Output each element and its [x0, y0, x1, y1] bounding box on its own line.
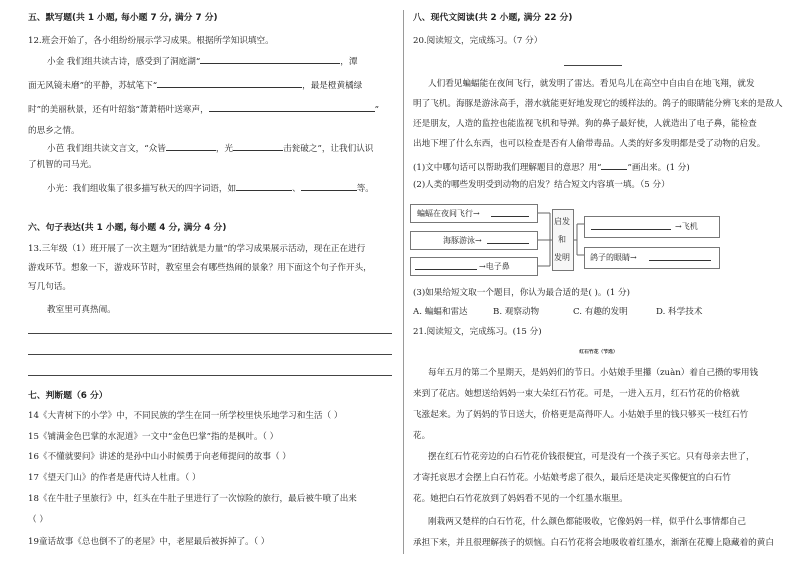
q12-text: ” — [374, 105, 380, 115]
q12-text: ，最是橙黄橘绿 — [302, 81, 363, 91]
writing-line[interactable] — [28, 354, 392, 355]
passage-2-line: 飞涨起来。为了妈妈的节日送大，价格更是高得吓人。小姑娘手里的钱只够买一枝红石竹 — [413, 410, 749, 420]
answer-blank[interactable] — [415, 260, 477, 270]
question-17: 17《望天门山》的作者是唐代诗人杜甫。（ ） — [28, 473, 201, 483]
passage-2-line: 每年五月的第二个星期天，是妈妈们的节日。小姑娘手里攥（zuàn）着自己攒的零用钱 — [428, 368, 759, 378]
answer-blank[interactable] — [491, 207, 529, 217]
q12-line-1 — [47, 54, 357, 68]
section-8-heading: 八、现代文阅读(共 2 小题, 满分 22 分) — [413, 13, 573, 23]
q13-line-4: 教室里可真热闹。 — [47, 305, 116, 315]
answer-blank[interactable] — [200, 54, 340, 64]
q20-sub-2: (2)人类的哪些发明受到动物的启发？结合短文内容填一填。（5 分） — [413, 180, 670, 190]
answer-blank[interactable] — [236, 181, 292, 191]
q12-line-2 — [28, 78, 362, 92]
passage-2-line: 花。 — [413, 431, 431, 441]
answer-blank[interactable] — [487, 234, 529, 244]
right-column — [403, 0, 794, 562]
question-18: 18《在牛肚子里旅行》中，红头在牛肚子里进行了一次惊险的旅行，最后被牛喷了出来 — [28, 494, 357, 504]
question-18-bracket: （ ） — [28, 515, 48, 525]
question-14: 14《大青树下的小学》中，不同民族的学生在同一所学校里快乐地学习和生活（ ） — [28, 411, 343, 421]
diagram-center-line: 和 — [558, 235, 566, 244]
answer-blank[interactable] — [601, 160, 627, 170]
answer-blank[interactable] — [233, 141, 283, 151]
q12-line-6: 了机智的司马光。 — [28, 160, 97, 170]
question-20-prompt: 20.阅读短文，完成练习。（7 分） — [413, 36, 543, 46]
question-12-prompt: 12.班会开始了，各小组纷纷展示学习成果。根据所学知识填空。 — [28, 36, 274, 46]
q12-text: 、 — [292, 184, 301, 194]
q20-sub-1 — [413, 160, 690, 174]
writing-line[interactable] — [28, 375, 392, 376]
q12-text: ，光 — [215, 144, 234, 154]
q13-line-1: 13.三年级（1）班开展了一次主题为“团结就是力量”的学习成果展示活动，现在正在进行 — [28, 244, 366, 254]
q13-line-3: 写几句话。 — [28, 282, 71, 292]
title-blank[interactable] — [564, 65, 622, 66]
diagram-label-plane: →飞机 — [675, 222, 698, 231]
q12-line-4: 的思乡之情。 — [28, 126, 80, 136]
q20-option-d[interactable]: D. 科学技术 — [656, 307, 703, 317]
passage-2-line: 来到了花店。她想送给妈妈一束大朵红石竹花。可是，一进入五月，红石竹花的价格就 — [413, 389, 740, 399]
answer-blank[interactable] — [649, 251, 711, 261]
diagram-center-line: 发明 — [554, 253, 570, 262]
q20-sub-3: (3)如果给短文取一个题目，你认为最合适的是( )。(1 分) — [413, 288, 630, 298]
passage-1-line: 还是朋友，人造的监控也能监视飞机和导弹。狗的鼻子最好使，人就造出了电子鼻，能检查 — [413, 119, 757, 129]
q12-text: 小光：我们组收集了很多描写秋天的四字词语，如 — [47, 184, 237, 194]
q20-option-c[interactable]: C. 有趣的发明 — [573, 307, 628, 317]
passage-2-title: 红石竹花（节选） — [579, 350, 618, 355]
diagram-label-dolphin: 海豚游泳→ — [443, 236, 482, 245]
question-19: 19童话故事《总也倒不了的老屋》中，老屋最后被拆掉了。（ ） — [28, 537, 270, 547]
q12-text: ，潭 — [340, 57, 358, 67]
passage-2-line: 承担下来，并且很理解孩子的烦恼。白石竹花将会地吸收着红墨水，渐渐在花瓣上隐藏着的黄白 — [413, 538, 774, 548]
passage-2-line: 刚栽两又楚样的白石竹花，什么颜色都能吸收，它像妈妈一样，似乎什么事情都自己 — [428, 517, 746, 527]
answer-blank[interactable] — [157, 78, 302, 88]
answer-blank[interactable] — [209, 102, 375, 112]
q12-text: 等。 — [356, 184, 374, 194]
q12-line-3 — [28, 102, 379, 116]
q12-text: 小芭 我们组共读文言文，“众皆 — [47, 144, 166, 154]
q20-option-a[interactable]: A. 蝙蝠和雷达 — [413, 307, 468, 317]
diagram-center-line: 启发 — [554, 217, 570, 226]
section-6-heading: 六、句子表达(共 1 小题, 每小题 4 分, 满分 4 分) — [28, 223, 227, 233]
q20-option-b[interactable]: B. 观察动物 — [493, 307, 540, 317]
question-21-prompt: 21.阅读短文，完成练习。(15 分) — [413, 327, 542, 337]
q12-text: 击瓮破之”，让我们认识 — [283, 144, 374, 154]
answer-blank[interactable] — [166, 141, 216, 151]
q12-text: 面无风镜未磨”的平静，苏轼笔下“ — [28, 81, 158, 91]
q12-text: 时”的美丽秋景，还有叶绍翁“萧萧梧叶送寒声， — [28, 105, 209, 115]
answer-blank[interactable] — [591, 220, 671, 230]
q12-line-7 — [47, 181, 374, 195]
passage-1-line: 出地下埋了什么东西，也可以检查是否有人偷带毒品。人类的好多发明都是受了动物的启发。 — [413, 139, 766, 149]
passage-2-line: 花。她把白石竹花放到了妈妈看不见的一个红墨水瓶里。 — [413, 494, 628, 504]
question-16: 16《不懂就要问》讲述的是孙中山小时候勇于向老师提问的故事（ ） — [28, 452, 291, 462]
question-15: 15《铺满金色巴掌的水泥道》一文中“金色巴掌”指的是枫叶。（ ） — [28, 432, 279, 442]
q13-line-2: 游戏环节。想象一下，游戏环节时，教室里会有哪些热闹的景象？用下面这个句子作开头， — [28, 263, 372, 273]
q12-line-5 — [47, 141, 373, 155]
q12-text: 小金 我们组共读古诗，感受到了洞庭湖“ — [47, 57, 201, 67]
passage-2-line: 才寄托哀思才会摆上白石竹花。小姑娘考虑了很久，最后还是决定买像便宜的白石竹 — [413, 473, 731, 483]
diagram-center-box — [552, 209, 574, 271]
diagram-label-bat: 蝙蝠在夜间飞行→ — [417, 209, 480, 218]
answer-blank[interactable] — [301, 181, 357, 191]
q20-sub-1-text: (1)文中哪句话可以帮助我们理解题目的意思？用“ — [413, 163, 602, 173]
diagram-label-nose: →电子鼻 — [479, 262, 510, 271]
passage-1-line: 明了飞机。海豚是游泳高手，潜水就能更好地发现它的缓样法的。鸽子的眼睛能分辨飞来的是敌人 — [413, 99, 783, 109]
section-7-heading: 七、判断题（6 分） — [28, 391, 108, 401]
writing-line[interactable] — [28, 333, 392, 334]
passage-1-line: 人们看见蝙蝠能在夜间飞行，就发明了雷达。看见鸟儿在高空中自由自在地飞翔，就发 — [428, 79, 755, 89]
diagram-label-pigeon: 鸽子的眼睛→ — [590, 253, 637, 262]
section-5-heading: 五、默写题(共 1 小题, 每小题 7 分, 满分 7 分) — [28, 13, 218, 23]
passage-2-line: 摆在红石竹花旁边的白石竹花价钱很便宜，可是没有一个孩子买它。只有母亲去世了， — [428, 452, 755, 462]
q20-sub-1-text: ”画出来。(1 分) — [627, 163, 690, 173]
